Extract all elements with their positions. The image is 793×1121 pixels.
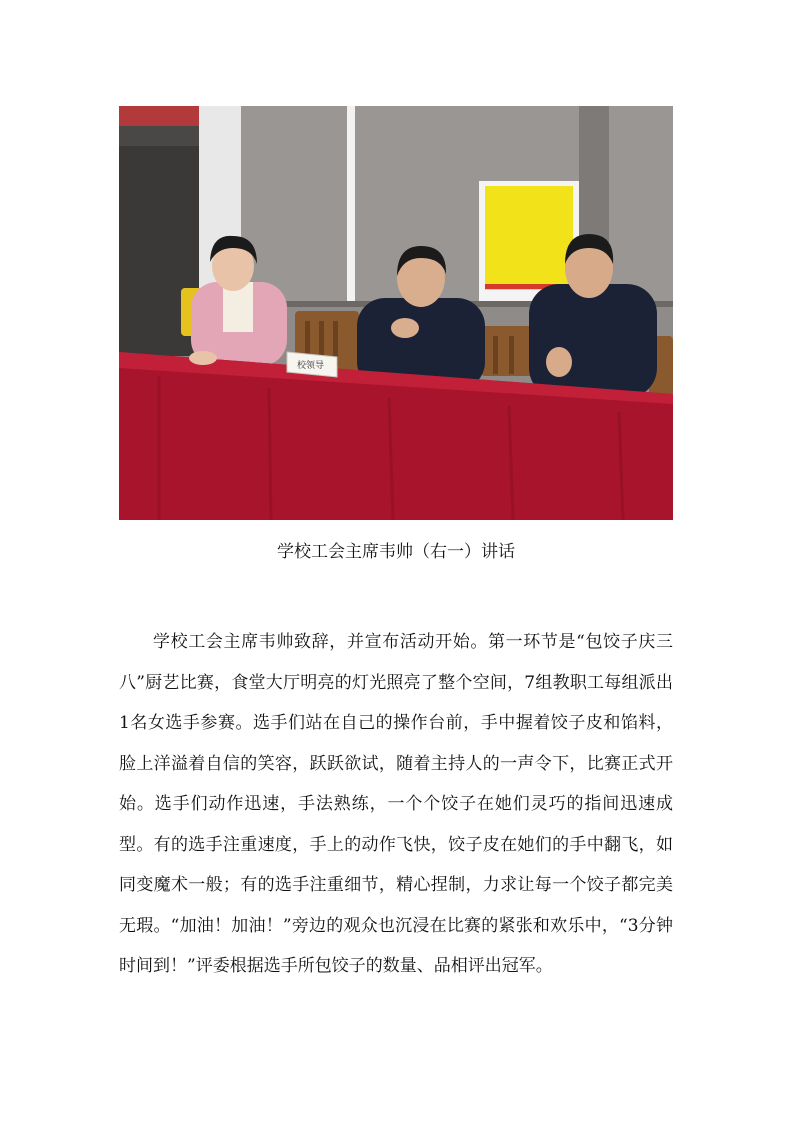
meeting-photo [119, 106, 673, 520]
photo-caption: 学校工会主席韦帅（右一）讲话 [277, 542, 515, 562]
placard-label: 校领导 [297, 361, 325, 371]
article-paragraph: 学校工会主席韦帅致辞，并宣布活动开始。第一环节是“包饺子庆三八”厨艺比赛，食堂大厅明亮的灯光照亮了整个空间，7组教职工每组派出1名女选手参赛。选手们站在自己的操作台前，手中握着饺子皮和馅料，脸上洋溢着自信的笑容，跃跃欲试，随着主持人的一声令下，比赛正式开始。选手们动作迅速，手法熟练，一个个饺子在她们灵巧的指间迅速成型。有的选手注重速度，手上的动作飞快，饺子皮在她们的手中翻飞，如同变魔术一般；有的选手注重细节，精心捏制，力求让每一个饺子都完美无瑕。“加油！加油！”旁边的观众也沉浸在比赛的紧张和欢乐中，“3分钟时间到！”评委根据选手所包饺子的数量、品相评出冠军。 [119, 632, 673, 976]
